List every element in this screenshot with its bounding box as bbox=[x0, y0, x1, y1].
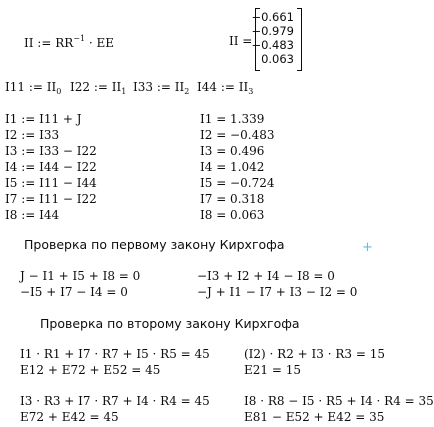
assign-i44-sub: 3 bbox=[248, 87, 254, 96]
assign-i22-sub: 1 bbox=[121, 87, 127, 96]
kvl1-right-2[interactable]: E21 = 15 bbox=[244, 363, 301, 377]
def-i8[interactable]: I8 := I44 bbox=[5, 208, 60, 222]
result-i1[interactable]: I1 = 1.339 bbox=[200, 112, 265, 126]
def-i7[interactable]: I7 := I11 − I22 bbox=[5, 192, 97, 206]
matrix-cell-3: 0.063 bbox=[261, 52, 294, 66]
result-i2[interactable]: I2 = −0.483 bbox=[200, 128, 275, 142]
def-i3[interactable]: I3 := I33 − I22 bbox=[5, 144, 97, 158]
assign-i33[interactable] bbox=[133, 81, 189, 96]
result-matrix[interactable] bbox=[251, 8, 302, 69]
kcl-left-2[interactable]: −I5 + I7 − I4 = 0 bbox=[20, 285, 128, 299]
def-i1[interactable]: I1 := I11 + J bbox=[5, 112, 82, 126]
kvl2-right-2[interactable]: E81 − E52 + E42 = 35 bbox=[244, 410, 385, 424]
assign-i11[interactable] bbox=[5, 81, 61, 96]
result-i3[interactable]: I3 = 0.496 bbox=[200, 144, 265, 158]
kvl2-left-1[interactable]: I3 · R3 + I7 · R7 + I4 · R4 = 45 bbox=[20, 394, 210, 408]
kvl1-left-1[interactable]: I1 · R1 + I7 · R7 + I5 · R5 = 45 bbox=[20, 347, 210, 361]
assign-i33-sub: 2 bbox=[184, 87, 190, 96]
def-i4[interactable]: I4 := I44 − I22 bbox=[5, 160, 97, 174]
assign-i22-lhs: I22 := II bbox=[70, 80, 122, 94]
assign-i11-sub: 0 bbox=[56, 87, 62, 96]
assign-i44[interactable] bbox=[197, 81, 253, 96]
result-i8[interactable]: I8 = 0.063 bbox=[200, 208, 265, 222]
kcl-right-2[interactable]: −J + I1 − I7 + I3 − I2 = 0 bbox=[197, 285, 358, 299]
heading-first-law[interactable]: Проверка по первому закону Кирхгофа bbox=[24, 237, 285, 252]
result-i4[interactable]: I4 = 1.042 bbox=[200, 160, 265, 174]
assign-i22[interactable] bbox=[70, 81, 126, 96]
formula-ii-solve-sup: −1 bbox=[73, 34, 86, 43]
result-i7[interactable]: I7 = 0.318 bbox=[200, 192, 265, 206]
def-i5[interactable]: I5 := I11 − I44 bbox=[5, 176, 97, 190]
kvl1-right-1[interactable]: (I2) · R2 + I3 · R3 = 15 bbox=[244, 347, 385, 361]
kvl1-left-2[interactable]: E12 + E72 + E52 = 45 bbox=[20, 363, 161, 377]
kvl2-left-2[interactable]: E72 + E42 = 45 bbox=[20, 410, 119, 424]
cursor-crosshair-icon: + bbox=[362, 240, 373, 255]
assign-i11-lhs: I11 := II bbox=[5, 80, 57, 94]
kcl-left-1[interactable]: J − I1 + I5 + I8 = 0 bbox=[20, 269, 141, 283]
matrix-cell-0: −0.661 bbox=[251, 10, 294, 24]
formula-ii-solve-lhs: II := RR bbox=[24, 36, 74, 50]
assign-i33-lhs: I33 := II bbox=[133, 80, 185, 94]
def-i2[interactable]: I2 := I33 bbox=[5, 128, 60, 142]
matrix-cell-1: −0.979 bbox=[251, 24, 294, 38]
formula-ii-solve[interactable] bbox=[24, 35, 114, 49]
kcl-right-1[interactable]: −I3 + I2 + I4 − I8 = 0 bbox=[197, 269, 335, 283]
heading-second-law[interactable]: Проверка по второму закону Кирхгофа bbox=[40, 316, 300, 331]
kvl2-right-1[interactable]: I8 · R8 − I5 · R5 + I4 · R4 = 35 bbox=[244, 394, 434, 408]
matrix-right-bracket bbox=[297, 8, 302, 71]
formula-ii-solve-tail: · EE bbox=[85, 36, 115, 50]
assign-i44-lhs: I44 := II bbox=[197, 80, 249, 94]
result-i5[interactable]: I5 = −0.724 bbox=[200, 176, 275, 190]
matrix-label: II = bbox=[229, 34, 253, 48]
matrix-cell-2: −0.483 bbox=[251, 38, 294, 52]
